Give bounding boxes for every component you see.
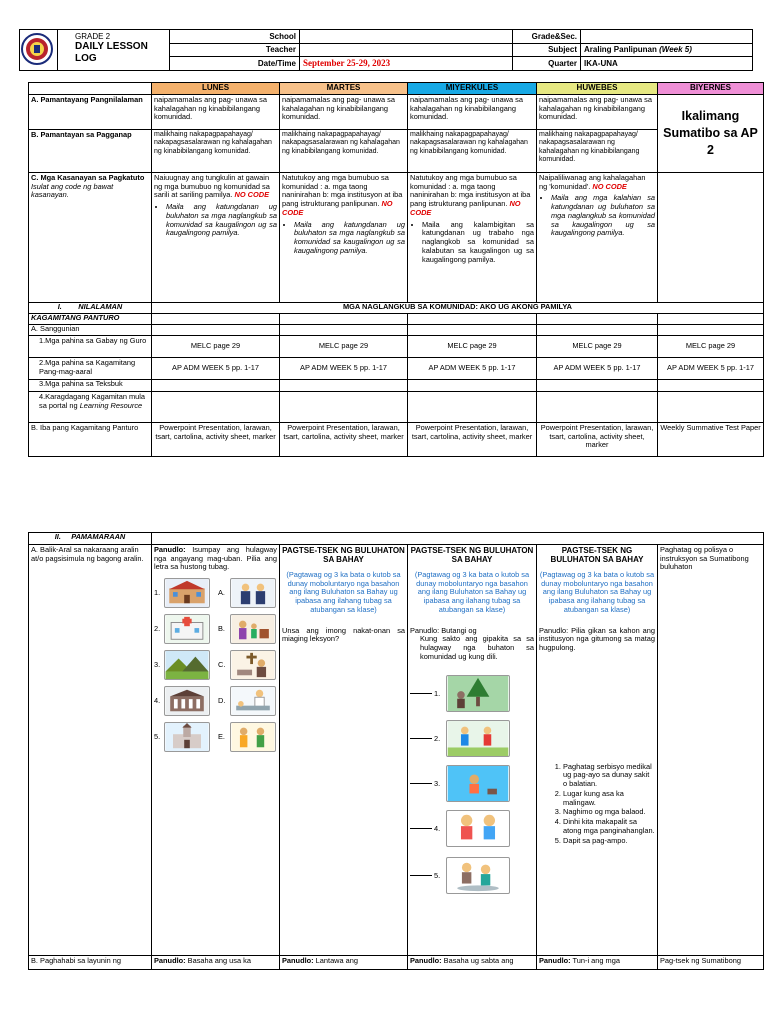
ref-2-mon: AP ADM WEEK 5 pp. 1-17 <box>152 358 280 380</box>
competency-tue-text: Natutukoy ang mga bumubuo sa komunidad : a. mga taong naninirahan b: mga institusyon at iba pang istrukturang panlipunan. <box>282 173 403 209</box>
header-table <box>19 29 753 71</box>
other-materials-label: B. Iba pang Kagamitang Panturo <box>29 423 152 457</box>
motive-mon <box>152 956 280 970</box>
competency-wed-bullet: • Maila ang kalambigitan sa katungdanan ug trabaho nga naglangkob sa komunidad sa kalabutan sa kaugalingon ug sa kaugalingong pamilya. <box>422 221 534 265</box>
datetime-field[interactable] <box>300 57 513 71</box>
objective-a-thu: naipamamalas ang pag- unawa sa kahalagahan ng kinabibilangang komunidad. <box>537 95 658 130</box>
procedure-title: PAMAMARAAN <box>71 532 126 541</box>
review-tue <box>280 545 408 956</box>
review-question-tue: Unsa ang imong nakat-onan sa miaging leksyon? <box>282 625 405 644</box>
objective-c-sub: Isulat ang code ng bawat kasanayan. <box>31 181 114 200</box>
no-code-thu: NO CODE <box>592 181 627 191</box>
materials-wed: Powerpoint Presentation, larawan, tsart, cartolina, activity sheet, marker <box>408 423 537 457</box>
cleaning-image <box>446 720 510 757</box>
thu-item-3: 3. Naghimo og mga balaod. <box>563 808 655 817</box>
doctor-patient-image <box>230 686 276 716</box>
subject-value: Araling Panlipunan <box>584 45 660 55</box>
match-letter-a: A. <box>218 587 225 597</box>
competency-thu <box>537 173 658 303</box>
deped-seal-icon <box>21 32 53 66</box>
school-field[interactable] <box>300 30 513 44</box>
quarter-label: Quarter <box>513 57 581 71</box>
page-title: DAILY LESSON LOG <box>75 41 148 64</box>
competency-mon-text: Naiuugnay ang tungkulin at gawain ng mga bumubuo ng komunidad sa sarili at sariling pamilya. <box>154 173 270 200</box>
grade-text: GRADE 2 <box>75 32 111 41</box>
day-header-martes: MARTES <box>280 83 408 95</box>
motive-fri: Pag-tsek ng Sumatibong <box>658 956 764 970</box>
competency-mon <box>152 173 280 303</box>
competency-thu-bullet: • Maila ang mga kalahian sa katungdanan ug buluhaton sa mga naglangkub sa komunidad sa kaugalingon ug sa kaugalingong pamilya. <box>551 194 655 238</box>
subject-field[interactable] <box>581 43 753 57</box>
fighting-kids-image <box>446 810 510 847</box>
river-pollution-image <box>446 765 510 802</box>
panudlo-b-wed: Panudlo: <box>410 956 442 965</box>
materials-mon: Powerpoint Presentation, larawan, tsart, cartolina, activity sheet, marker <box>152 423 280 457</box>
helping-elder-image <box>446 857 510 894</box>
no-code-tue: NO CODE <box>282 199 393 217</box>
lesson-table-1 <box>28 82 764 457</box>
ref-1-mon: MELC page 29 <box>152 336 280 358</box>
thu-item-4: 4. Dinhi kita makapalit sa atong mga panginahanglan. <box>563 818 655 835</box>
sanggunian-label: A. Sanggunian <box>29 325 152 336</box>
objective-c-label: C. Mga Kasanayan sa Pagkatuto <box>31 173 145 182</box>
objective-b2-label: B. Paghahabi sa layunin ng <box>29 956 152 970</box>
ref-1-thu: MELC page 29 <box>537 336 658 358</box>
review-thu <box>537 545 658 956</box>
materials-thu: Powerpoint Presentation, larawan, tsart, cartolina, activity sheet, marker <box>537 423 658 457</box>
motive-tue-text: Lantawa ang <box>313 956 359 965</box>
match-letter-c: C. <box>218 659 226 669</box>
datetime-label: Date/Time <box>170 57 300 71</box>
ref-4-italic: Learning Resource <box>79 400 143 410</box>
homework-note-tue: (Pagtawag og 3 ka bata o kutob sa dunay moboluntaryo nga basahon ang ilang Buluhaton sa Bahay ug ipabasa ang ilahang tubag sa atubangan sa klase) <box>286 569 401 614</box>
day-header-lunes: LUNES <box>152 83 280 95</box>
motive-wed-text: Basaha ug sabta ang <box>441 956 514 965</box>
check-num-2: 2. <box>434 733 441 743</box>
ref-1-wed: MELC page 29 <box>408 336 537 358</box>
tree-planting-image <box>446 675 510 712</box>
materials-fri: Weekly Summative Test Paper <box>658 423 764 457</box>
materials-tue: Powerpoint Presentation, larawan, tsart, cartolina, activity sheet, marker <box>280 423 408 457</box>
panudlo-b-tue: Panudlo: <box>282 956 314 965</box>
match-num-1: 1. <box>154 587 161 597</box>
panudlo-mon: Panudlo: <box>154 545 186 554</box>
match-letter-b: B. <box>218 623 225 633</box>
teacher-label: Teacher <box>170 43 300 57</box>
objective-a-wed: naipamamalas ang pag- unawa sa kahalagahan ng kinabibilangang komunidad. <box>408 95 537 130</box>
ref-2-thu: AP ADM WEEK 5 pp. 1-17 <box>537 358 658 380</box>
check-num-1: 1. <box>434 688 441 698</box>
objective-b-tue: malikhaing nakapagpapahayag/ nakapagsasalarawan ng kahalagahan ng kinabibilangang komunidad. <box>280 130 408 173</box>
day-header-miyerkules: MIYERKULES <box>408 83 537 95</box>
hospital-image <box>164 614 210 644</box>
subject-week: (Week 5) <box>659 45 692 55</box>
gradesec-field[interactable] <box>581 30 753 44</box>
procedure-num: II. <box>54 532 61 541</box>
homework-title-thu: PAGTSE-TSEK NG BULUHATON SA BAHAY <box>550 546 644 565</box>
competency-mon-bullet: • Maila ang katungdanan ug buluhaton sa mga naglangkub sa komunidad sa kaugalingon ug sa kaugalingong pamilya. <box>166 203 277 238</box>
deped-seal-cell <box>20 30 58 71</box>
school-label: School <box>170 30 300 44</box>
match-letter-d: D. <box>218 695 226 705</box>
thu-item-1: 1. Paghatag serbisyo medikal ug pag-ayo sa dunay sakit o balatian. <box>563 763 655 789</box>
competency-wed <box>408 173 537 303</box>
objective-b-label: B. Pamantayan sa Pagganap <box>29 130 152 173</box>
ref-2-fri: AP ADM WEEK 5 pp. 1-17 <box>658 358 764 380</box>
match-num-2: 2. <box>154 623 161 633</box>
competency-fri <box>658 173 764 303</box>
panudlo-wed: Panudlo: <box>410 625 440 635</box>
homework-note-wed: (Pagtawag og 3 ka bata o kutob sa dunay moboluntaryo nga basahon ang ilang Buluhaton sa Bahay ug ipabasa ang ilahang tubag sa atubangan sa klase) <box>414 569 530 614</box>
day-header-huwebes: HUWEBES <box>537 83 658 95</box>
school-building-image <box>164 578 210 608</box>
check-num-3: 3. <box>434 778 441 788</box>
check-num-4: 4. <box>434 823 441 833</box>
check-num-5: 5. <box>434 870 441 880</box>
ref-1-tue: MELC page 29 <box>280 336 408 358</box>
ref-2-tue: AP ADM WEEK 5 pp. 1-17 <box>280 358 408 380</box>
motive-mon-text: Basaha ang usa ka <box>185 956 251 965</box>
review-mon-text: Isumpay ang hulagway nga angayang mag-uban. Pilia ang letra sa hustong tubag. <box>154 545 277 572</box>
homework-title-tue: PAGTSE-TSEK NG BULUHATON SA BAHAY <box>282 546 405 565</box>
competency-tue-bullet: • Maila ang katungdanan ug buluhaton sa mga naglangkub sa komunidad sa kaugalingon ug sa kaugalingong pamilya. <box>294 221 405 256</box>
content-label <box>29 303 152 314</box>
motive-wed <box>408 956 537 970</box>
thu-item-2: 2. Lugar kung asa ka malingaw. <box>563 790 655 807</box>
review-wed <box>408 545 537 956</box>
quarter-field[interactable] <box>581 57 753 71</box>
ref-1-label: 1.Mga pahina sa Gabay ng Guro <box>29 336 152 358</box>
match-num-4: 4. <box>154 695 161 705</box>
content-title: NILALAMAN <box>78 302 123 311</box>
summative-title: Ikalimang Sumatibo sa AP 2 <box>658 95 764 173</box>
ref-4-text: 4.Karagdagang Kagamitan mula sa portal ng <box>39 392 146 410</box>
procedure-label <box>29 533 152 545</box>
thu-item-5: 5. Dapit sa pag-ampo. <box>563 837 655 846</box>
priest-image <box>230 650 276 680</box>
objective-b-wed: malikhaing nakapagpapahayag/ nakapagsasalarawan ng kahalagahan ng kinabibilangang komunidad. <box>408 130 537 173</box>
review-wed-b: Kung sakto ang gipakita sa sa hulagway nga buhaton sa komunidad ug kung dili. <box>420 634 534 661</box>
competency-tue <box>280 173 408 303</box>
match-num-5: 5. <box>154 731 161 741</box>
quarter-value: IKA-UNA <box>584 58 618 68</box>
gradesec-label: Grade&Sec. <box>513 30 581 44</box>
motive-tue <box>280 956 408 970</box>
review-fri: Paghatag og polisya o instruksyon sa Sumatibong buluhaton <box>658 545 764 956</box>
no-code-wed: NO CODE <box>410 199 521 217</box>
family-shopping-image <box>230 614 276 644</box>
match-num-3: 3. <box>154 659 161 669</box>
objective-b-mon: malikhaing nakapagpapahayag/ nakapagsasalarawan ng kahalagahan ng kinabibilangang komunidad. <box>152 130 280 173</box>
homework-note-thu: (Pagtawag og 3 ka bata o kutob sa dunay moboluntaryo nga basahon ang ilang Buluhaton sa Bahay ug ipabasa ang ilahang tubag sa atubangan sa klase) <box>539 569 655 614</box>
city-hall-image <box>164 686 210 716</box>
ref-2-label: 2.Mga pahina sa Kagamitang Pang-mag-aaral <box>29 358 152 380</box>
kagamitan-label: KAGAMITANG PANTURO <box>29 314 152 325</box>
panudlo-b-thu: Panudlo: <box>539 956 571 965</box>
competency-wed-text: Natutukoy ang mga bumubuo sa komunidad : a. mga taong naninirahan b: mga institusyon at iba pang istrukturang panlipunan. <box>410 173 531 209</box>
police-officers-image <box>230 578 276 608</box>
church-image <box>164 722 210 752</box>
content-text: MGA NAGLANGKUB SA KOMUNIDAD: AKO UG AKONG PAMILYA <box>152 303 764 314</box>
ref-2-wed: AP ADM WEEK 5 pp. 1-17 <box>408 358 537 380</box>
panudlo-b-mon: Panudlo: <box>154 956 186 965</box>
competency-thu-text: Naipaliliwanag ang kahalagahan ng 'komunidad'. <box>539 173 646 191</box>
match-letter-e: E. <box>218 731 225 741</box>
children-playing-image <box>230 722 276 752</box>
review-thu-text: Pilia gikan sa kahon ang institusyon nga gitumong sa matag hugpulong. <box>539 625 655 653</box>
subject-label: Subject <box>513 43 581 57</box>
ref-3-label: 3.Mga pahina sa Teksbuk <box>29 380 152 392</box>
lesson-table-2 <box>28 532 764 970</box>
objective-b-thu: malikhaing nakapagpapahayag/ nakapagsasalarawan ng kahalagahan ng kinabibilangang komunidad. <box>537 130 658 173</box>
ref-4-label <box>29 392 152 423</box>
no-code-mon: NO CODE <box>234 190 270 200</box>
day-header-biyernes: BIYERNES <box>658 83 764 95</box>
review-wed-a: Butangi og <box>441 625 477 635</box>
teacher-field[interactable] <box>300 43 513 57</box>
objective-a-tue: naipamamalas ang pag- unawa sa kahalagahan ng kinabibilangang komunidad. <box>280 95 408 130</box>
objective-a-label: A. Pamantayang Pangnilalaman <box>29 95 152 130</box>
motive-thu <box>537 956 658 970</box>
objective-a-mon: naipamamalas ang pag- unawa sa kahalagahan ng kinabibilangang komunidad. <box>152 95 280 130</box>
panudlo-thu: Panudlo: <box>539 625 569 635</box>
review-label: A. Balik-Aral sa nakaraang aralin at/o pagsisimula ng bagong aralin. <box>29 545 152 956</box>
review-mon <box>152 545 280 956</box>
motive-thu-text: Tun-i ang mga <box>570 956 620 965</box>
datetime-value: September 25-29, 2023 <box>303 57 391 68</box>
homework-title-wed: PAGTSE-TSEK NG BULUHATON SA BAHAY <box>410 546 534 565</box>
park-image <box>164 650 210 680</box>
ref-1-fri: MELC page 29 <box>658 336 764 358</box>
content-num: I. <box>57 302 62 311</box>
